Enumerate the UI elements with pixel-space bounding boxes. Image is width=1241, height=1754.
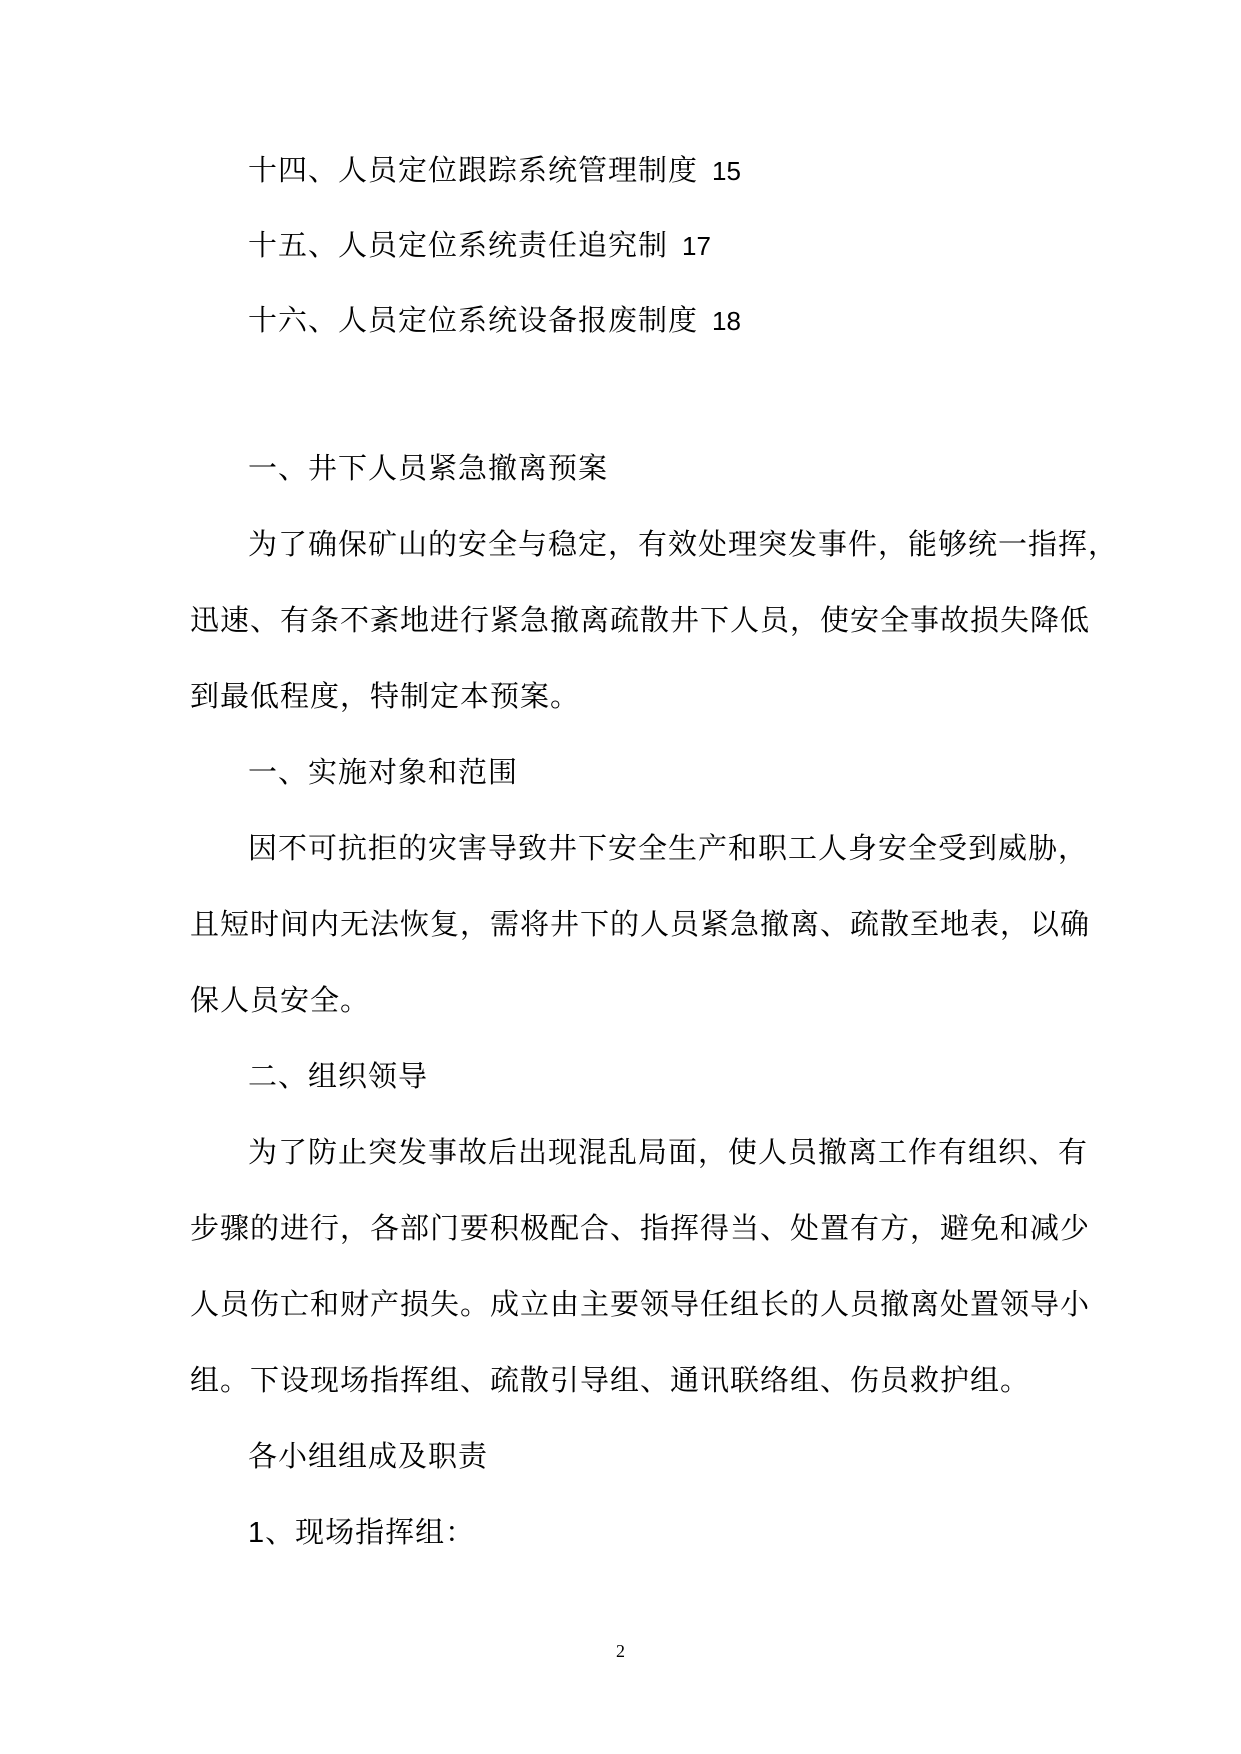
section-heading: 各小组组成及职责	[248, 1439, 489, 1473]
toc-entry-page: 17	[682, 231, 711, 261]
paragraph-line: 为了防止突发事故后出现混乱局面，使人员撤离工作有组织、有	[248, 1135, 1089, 1169]
toc-entry	[248, 150, 741, 191]
toc-entry-title: 十五、人员定位系统责任追究制	[248, 228, 669, 262]
section-heading-main: 一、井下人员紧急撤离预案	[248, 451, 609, 485]
paragraph-line: 且短时间内无法恢复，需将井下的人员紧急撤离、疏散至地表，以确	[190, 907, 1091, 941]
paragraph-line: 步骤的进行，各部门要积极配合、指挥得当、处置有方，避免和减少	[190, 1211, 1091, 1245]
toc-entry	[248, 225, 711, 266]
paragraph-line: 人员伤亡和财产损失。成立由主要领导任组长的人员撤离处置领导小	[190, 1287, 1091, 1321]
section-heading: 二、组织领导	[248, 1059, 429, 1093]
toc-entry-title: 十六、人员定位系统设备报废制度	[248, 303, 699, 337]
paragraph-line: 组。下设现场指挥组、疏散引导组、通讯联络组、伤员救护组。	[190, 1363, 1031, 1397]
paragraph-line: 因不可抗拒的灾害导致井下安全生产和职工人身安全受到威胁，	[248, 831, 1089, 865]
paragraph-line: 保人员安全。	[190, 983, 371, 1017]
paragraph-line: 到最低程度，特制定本预案。	[190, 679, 581, 713]
list-item-label: 、现场指挥组：	[265, 1515, 476, 1549]
toc-entry-title: 十四、人员定位跟踪系统管理制度	[248, 153, 699, 187]
paragraph-line: 为了确保矿山的安全与稳定，有效处理突发事件，能够统一指挥，	[248, 527, 1119, 561]
list-item-heading	[248, 1512, 475, 1553]
toc-entry-page: 15	[712, 156, 741, 186]
section-heading: 一、实施对象和范围	[248, 755, 519, 789]
paragraph-line: 迅速、有条不紊地进行紧急撤离疏散井下人员，使安全事故损失降低	[190, 603, 1091, 637]
toc-entry-page: 18	[712, 306, 741, 336]
toc-entry	[248, 300, 741, 341]
list-item-number: 1	[248, 1517, 266, 1549]
page-number: 2	[616, 1641, 625, 1661]
